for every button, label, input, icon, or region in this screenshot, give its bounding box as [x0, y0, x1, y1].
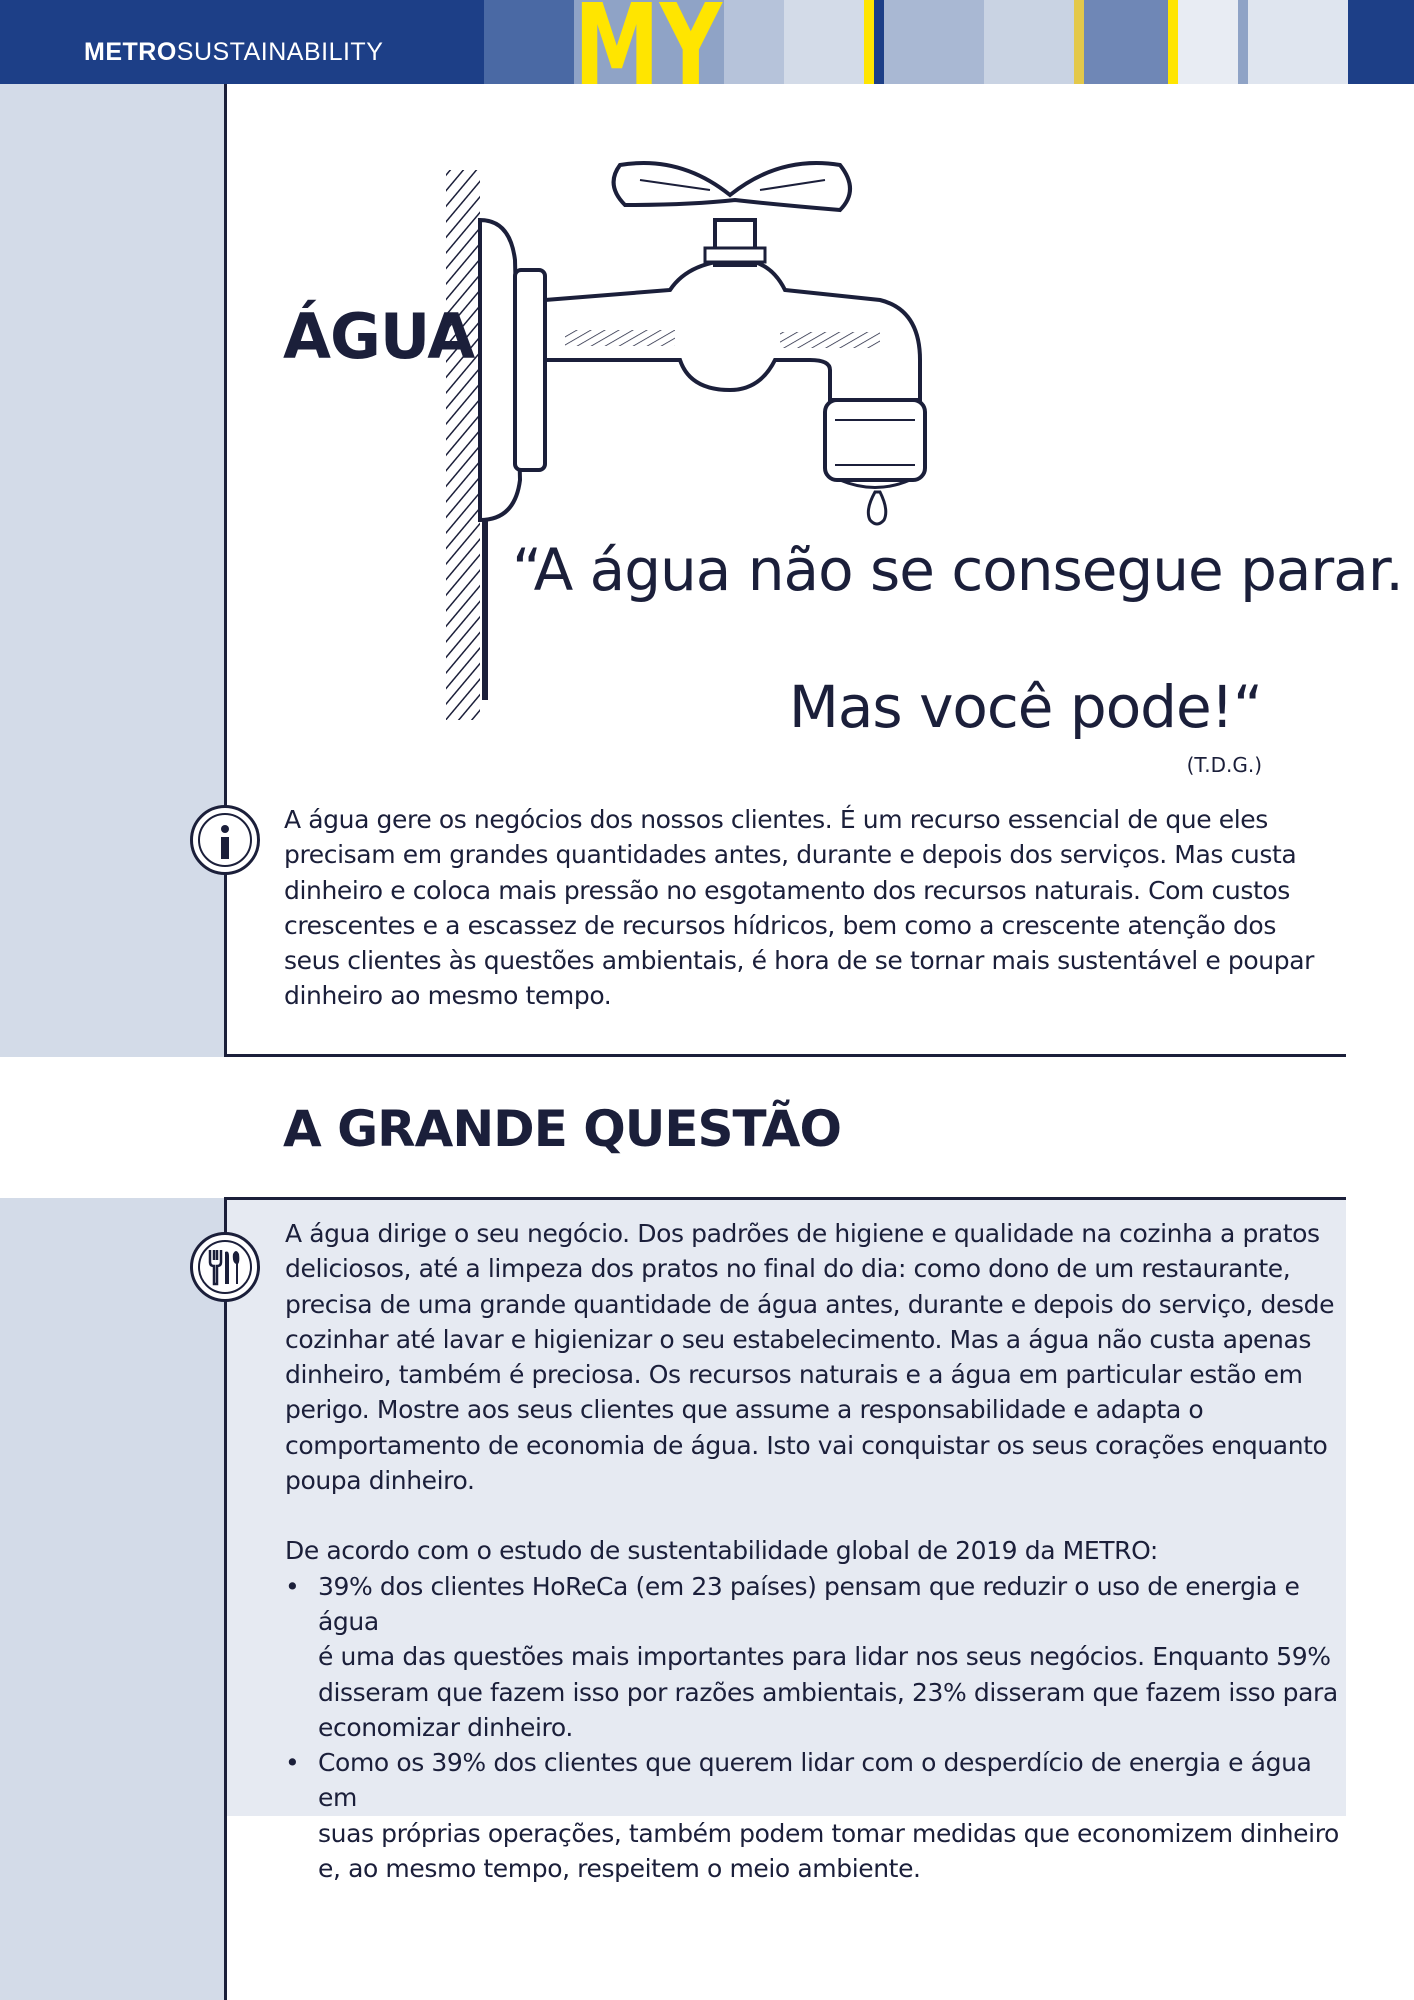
text-line: poupa dinheiro.: [285, 1466, 475, 1496]
text-line: comportamento de economia de água. Isto vai conquistar os seus corações enquanto: [285, 1430, 1328, 1460]
text-line: deliciosos, até a limpeza dos pratos no final do dia: como dono de um restaurante,: [285, 1254, 1291, 1284]
water-tap-illustration: [440, 150, 960, 730]
text-line: dinheiro e coloca mais pressão no esgotamento dos recursos naturais. Com custos: [284, 875, 1290, 905]
header-stripe: [1168, 0, 1178, 84]
cutlery-icon: [190, 1232, 260, 1302]
divider-horizontal: [224, 1054, 1346, 1057]
study-bullets: [285, 1569, 1345, 1887]
my-letters-graphic: [574, 0, 724, 111]
text-line: precisam em grandes quantidades antes, durante e depois dos serviços. Mas custa: [284, 840, 1297, 870]
text-line: economizar dinheiro.: [318, 1712, 573, 1742]
header-stripe: [1238, 0, 1248, 84]
header-stripe: [1084, 0, 1168, 84]
tap-handle: [614, 163, 850, 210]
header-stripe: [1348, 0, 1414, 84]
section-title-water: ÁGUA: [283, 300, 475, 373]
text-line: A água gere os negócios dos nossos clientes. É um recurso essencial de que eles: [284, 805, 1268, 834]
header-stripe: [784, 0, 864, 84]
question-paragraph: [285, 1216, 1345, 1886]
text-line: A água dirige o seu negócio. Dos padrões de higiene e qualidade na cozinha a pratos: [285, 1219, 1320, 1248]
spacer: [285, 1498, 1345, 1533]
header-stripe: [1074, 0, 1084, 84]
tap-nut: [515, 270, 545, 470]
side-panel-top: [0, 84, 224, 1057]
text-line: dinheiro, também é preciosa. Os recursos naturais e a água em particular estão em: [285, 1360, 1303, 1390]
quote-line-1: “A água não se consegue parar.: [512, 536, 1403, 604]
header-stripe: [1178, 0, 1238, 84]
tap-spout: [825, 400, 925, 480]
study-intro: De acordo com o estudo de sustentabilidade global de 2019 da METRO:: [285, 1536, 1158, 1566]
water-drop: [868, 492, 885, 524]
text-line: é uma das questões mais importantes para lidar nos seus negócios. Enquanto 59%: [318, 1642, 1331, 1672]
side-panel-bottom: [0, 1198, 224, 2000]
quote-attribution: (T.D.G.): [1186, 753, 1262, 777]
my-letters: MY: [574, 0, 724, 111]
wall-hatching: [446, 170, 480, 720]
text-line: • Como os 39% dos clientes que querem lidar com o desperdício de energia e água em: [318, 1748, 1312, 1813]
tap-body-shading: [565, 330, 675, 346]
tap-stem-collar: [705, 248, 765, 262]
text-line: seus clientes às questões ambientais, é hora de se tornar mais sustentável e poupar: [284, 946, 1314, 976]
section-title-question: A GRANDE QUESTÃO: [283, 1100, 841, 1158]
header-stripe: [724, 0, 784, 84]
text-line: cozinhar até lavar e higienizar o seu estabelecimento. Mas a água não custa apenas: [285, 1324, 1312, 1354]
header-stripe: [1248, 0, 1348, 84]
text-line: crescentes e a escassez de recursos hídricos, bem como a crescente atenção dos: [284, 910, 1276, 940]
info-icon: [190, 805, 260, 875]
header-stripe: [984, 0, 1074, 84]
header-stripe: [864, 0, 874, 84]
text-line: e, ao mesmo tempo, respeitem o meio ambiente.: [318, 1854, 921, 1884]
list-item: [285, 1569, 1345, 1745]
header-stripe: [874, 0, 884, 84]
text-line: • 39% dos clientes HoReCa (em 23 países) pensam que reduzir o uso de energia e água: [318, 1571, 1300, 1636]
page-header: [0, 0, 1414, 111]
text-line: precisa de uma grande quantidade de água antes, durante e depois do serviço, desde: [285, 1289, 1335, 1319]
list-item: [285, 1745, 1345, 1886]
quote-line-2: Mas você pode!“: [788, 673, 1262, 741]
brand-logo-text: METROSUSTAINABILITY: [84, 38, 384, 66]
water-paragraph: [284, 802, 1344, 1014]
text-line: perigo. Mostre aos seus clientes que assume a responsabilidade e adapta o: [285, 1395, 1204, 1425]
text-line: disseram que fazem isso por razões ambientais, 23% disseram que fazem isso para: [318, 1677, 1338, 1707]
text-line: dinheiro ao mesmo tempo.: [284, 981, 612, 1011]
header-stripe: [884, 0, 984, 84]
text-line: suas próprias operações, também podem tomar medidas que economizem dinheiro: [318, 1818, 1339, 1848]
divider-vertical-top: [224, 84, 227, 1057]
header-stripe: [484, 0, 574, 84]
tap-body-shading: [780, 332, 880, 348]
